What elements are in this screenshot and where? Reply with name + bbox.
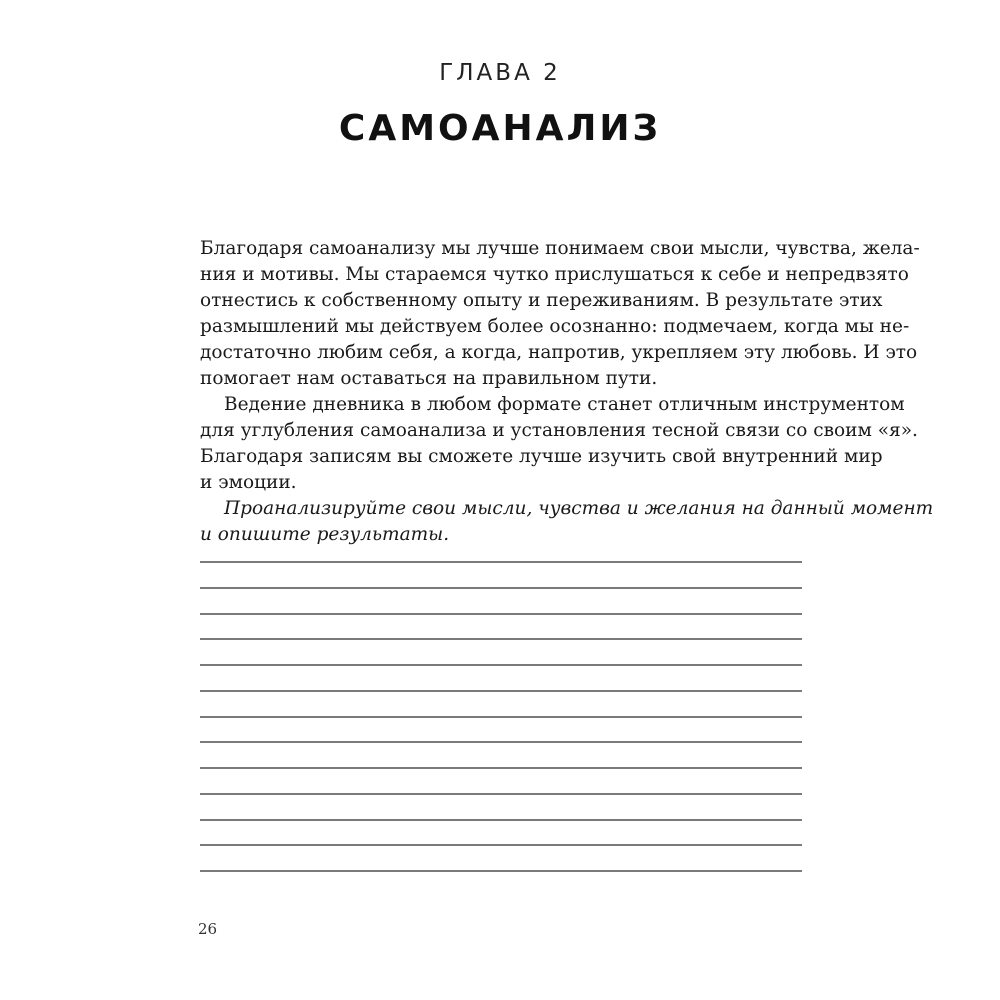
paragraph-prompt xyxy=(200,496,934,548)
text-line: Благодаря записям вы сможете лучше изучить свой внутренний мир xyxy=(200,446,883,467)
writing-line xyxy=(200,716,802,718)
text-line: Благодаря самоанализу мы лучше понимаем свои мысли, чувства, жела- xyxy=(200,238,920,259)
writing-line xyxy=(200,613,802,615)
chapter-label: ГЛАВА 2 xyxy=(439,60,561,86)
writing-line xyxy=(200,870,802,872)
writing-line xyxy=(200,638,802,640)
paragraph-journal xyxy=(200,392,918,496)
body-text xyxy=(200,236,934,548)
text-line: ния и мотивы. Мы стараемся чутко прислушаться к себе и непредвзято xyxy=(200,264,909,285)
writing-line xyxy=(200,819,802,821)
writing-line xyxy=(200,844,802,846)
text-line: Ведение дневника в любом формате станет отличным инструментом xyxy=(224,394,905,415)
chapter-title: САМОАНАЛИЗ xyxy=(338,108,662,149)
page-number: 26 xyxy=(198,920,218,938)
writing-lines xyxy=(200,561,802,896)
writing-line xyxy=(200,690,802,692)
writing-line xyxy=(200,664,802,666)
writing-line xyxy=(200,767,802,769)
text-line: достаточно любим себя, а когда, напротив, укрепляем эту любовь. И это xyxy=(200,342,918,363)
text-line: и эмоции. xyxy=(200,472,297,493)
text-line: помогает нам оставаться на правильном пути. xyxy=(200,368,658,389)
text-line: отнестись к собственному опыту и переживаниям. В результате этих xyxy=(200,290,883,311)
writing-line xyxy=(200,741,802,743)
paragraph-intro xyxy=(200,236,920,392)
text-line: и опишите результаты. xyxy=(200,524,450,545)
text-line: для углубления самоанализа и установления тесной связи со своим «я». xyxy=(200,420,918,441)
writing-line xyxy=(200,793,802,795)
text-line: размышлений мы действуем более осознанно: подмечаем, когда мы не- xyxy=(200,316,910,337)
text-line: Проанализируйте свои мысли, чувства и желания на данный момент xyxy=(224,498,934,519)
writing-line xyxy=(200,587,802,589)
writing-line xyxy=(200,561,802,563)
